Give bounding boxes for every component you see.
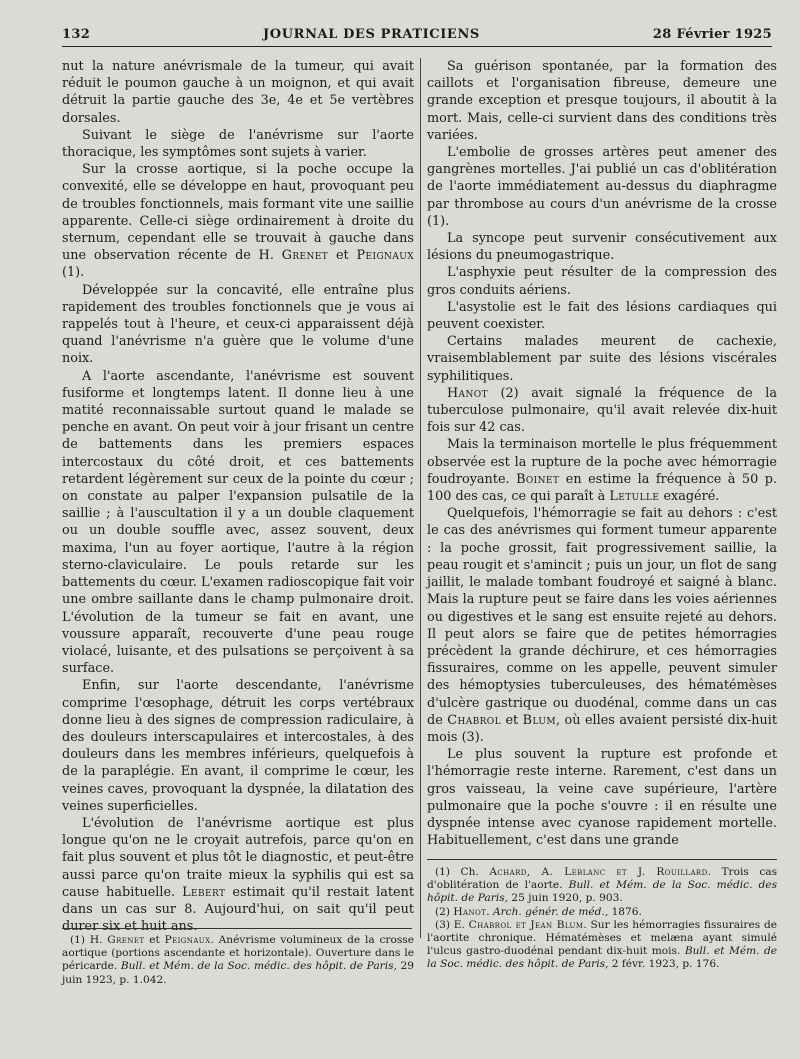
paragraph: Enfin, sur l'aorte descendante, l'anévrisme comprime l'œsophage, détruit les corps vertébraux donne lieu à des signes de compression radiculaire, à des douleurs interscapulaires et intercostales, à des douleurs dans les membres inférieurs, quelquefois à de la paraplégie. En avant, il comprime le cœur, les veines caves, provoquant la dyspnée, la dilatation des veines superficielles. bbox=[62, 678, 414, 814]
page-number: 132 bbox=[62, 26, 91, 42]
paragraph: Suivant le siège de l'anévrisme sur l'aorte thoracique, les symptômes sont sujets à varier. bbox=[62, 127, 414, 161]
paragraph: L'asystolie est le fait des lésions cardiaques qui peuvent coexister. bbox=[427, 299, 777, 333]
paragraph: Sur la crosse aortique, si la poche occupe la convexité, elle se développe en haut, provoquant peu de troubles fonctionnels, mais formant vite une saillie apparente. Celle-ci siège ordinairement à droite du sternum, cependant elle se trouvait à gauche dans une observation récente de H. Grenet et Peignaux (1). bbox=[62, 162, 415, 281]
footnotes-right bbox=[427, 866, 777, 972]
paragraph: Mais la terminaison mortelle le plus fréquemment observée est la rupture de la poche avec hémorragie foudroyante. Boinet en estime la fréquence à 50 p. 100 des cas, ce qui paraît à Letulle exagéré. bbox=[427, 437, 777, 505]
paragraph: Certains malades meurent de cachexie, vraisemblablement par suite des lésions viscérales syphilitiques. bbox=[427, 334, 777, 384]
footnote: (3) E. Chabrol et Jean Blum. Sur les hémorragies fissuraires de l'aortite chronique. Hématémèses et melæna ayant simulé l'ulcus gastro-duodénal pendant dix-huit mois. Bull. et Mém. de la Soc. médic. des hôpit. de Paris, 2 févr. 1923, p. 176. bbox=[427, 918, 778, 971]
paragraph: Hanot (2) avait signalé la fréquence de la tuberculose pulmonaire, qu'il avait relevée dix-huit fois sur 42 cas. bbox=[427, 385, 777, 436]
paragraph: A l'aorte ascendante, l'anévrisme est souvent fusiforme et longtemps latent. Il donne lieu à une matité reconnaissable surtout quand le malade se penche en avant. On peut voir à jour frisant un centre de battements dans les premiers espaces intercostaux du côté droit, et ces battements retardent légèrement sur ceux de la pointe du cœur ; on constate au palper l'expansion pulsatile de la saillie ; à l'auscultation il y a un double claquement ou un double souffle avec, assez souvent, deux maxima, l'un au foyer aortique, l'autre à la région sterno-claviculaire. Le pouls retarde sur les battements du cœur. L'examen radioscopique fait voir une ombre saillante dans le champ pulmonaire droit. L'évolution de la tumeur se fait en avant, une voussure apparaît, recouverte d'une peau rouge violacé, luisante, et des pulsations se perçoivent à sa surface. bbox=[62, 368, 414, 677]
paragraph: La syncope peut survenir consécutivement aux lésions du pneumogastrique. bbox=[427, 231, 777, 264]
author-name: Chabrol bbox=[447, 712, 501, 728]
paragraph: Développée sur la concavité, elle entraîne plus rapidement des troubles fonctionnels que je vous ai rappelés tout à l'heure, et ceux-ci apparaissent déjà quand l'anévrisme n'a guère que le volume d'une noix. bbox=[62, 282, 414, 367]
paragraph: nut la nature anévrismale de la tumeur, qui avait réduit le poumon gauche à un moignon, et qui avait détruit la partie gauche des 3e, 4e et 5e vertèbres dorsales. bbox=[62, 59, 414, 126]
footnote: (1) H. Grenet et Peignaux. Anévrisme volumineux de la crosse aortique (portions ascendante et horizontale). Ouverture dans le péricarde. Bull. et Mém. de la Soc. médic. des hôpit. de Paris, 29 juin 1923, p. 1.042. bbox=[62, 934, 415, 986]
author-name: Peignaux bbox=[356, 248, 415, 264]
footnote: (2) Hanot. Arch. génér. de méd., 1876. bbox=[435, 905, 642, 918]
paragraph: Le plus souvent la rupture est profonde et l'hémorragie reste interne. Rarement, c'est dans un gros vaisseau, la veine cave supérieure, l'artère pulmonaire que la poche s'ouvre : il en résulte une dyspnée intense avec cyanose rapidement mortelle. Habituellement, c'est dans une grande bbox=[427, 747, 777, 849]
paragraph: Sa guérison spontanée, par la formation des caillots et l'organisation fibreuse, demeure une grande exception et presque toujours, il aboutit à la mort. Mais, celle-ci survient dans des conditions très variées. bbox=[427, 59, 777, 143]
author-name: Blum bbox=[522, 712, 556, 728]
running-header bbox=[62, 22, 772, 46]
author-name: Boinet bbox=[516, 471, 560, 487]
header-rule bbox=[62, 46, 772, 47]
footnotes-left bbox=[62, 934, 414, 987]
footnote: (1) Ch. Achard, A. Leblanc et J. Rouillard. Trois cas d'oblitération de l'aorte. Bull. et Mém. de la Soc. médic. des hôpit. de Paris, 25 juin 1920, p. 903. bbox=[427, 866, 778, 905]
paragraph: Quelquefois, l'hémorragie se fait au dehors : c'est le cas des anévrismes qui forment tumeur apparente : la poche grossit, fait progressivement saillie, la peau rougit et s'amincit ; puis un jour, un flot de sang jaillit, le malade tombant foudroyé et saigné à blanc. Mais la rupture peut se faire dans les voies aériennes ou digestives et le sang est ensuite rejeté au dehors. Il peut alors se faire que de petites hémorragies précèdent la grande déchirure, et ces hémorragies fissuraires, comme on les appelle, peuvent simuler des hémoptysies tuberculeuses, des hématémèses d'ulcère gastrique ou duodénal, comme dans un cas de Chabrol et Blum, où elles avaient persisté dix-huit mois (3). bbox=[427, 506, 778, 745]
column-divider bbox=[420, 58, 421, 938]
author-name: Letulle bbox=[609, 489, 660, 505]
left-column bbox=[62, 58, 415, 935]
paragraph: L'évolution de l'anévrisme aortique est plus longue qu'on ne le croyait autrefois, parce qu'on en fait plus souvent et plus tôt le diagnostic, et peut-être aussi parce qu'on traite mieux la syphilis qui est sa cause habituelle. Lebert estimait qu'il restait latent dans un cas sur 8. Aujourd'hui, on sait qu'il peut durer six et huit ans. bbox=[62, 815, 414, 935]
author-name: Hanot bbox=[447, 385, 488, 401]
right-column bbox=[427, 58, 777, 848]
paragraph: L'asphyxie peut résulter de la compression des gros conduits aériens. bbox=[427, 265, 777, 298]
author-name: Lebert bbox=[182, 884, 226, 900]
journal-title: JOURNAL DES PRATICIENS bbox=[263, 26, 480, 42]
author-name: Grenet bbox=[281, 248, 329, 264]
paragraph: L'embolie de grosses artères peut amener des gangrènes mortelles. J'ai publié un cas d'oblitération de l'aorte immédiatement au-dessus du diaphragme par thrombose au cours d'un anévrisme de la crosse (1). bbox=[427, 145, 777, 229]
footnote-rule bbox=[62, 928, 412, 929]
footnote-rule bbox=[427, 859, 777, 860]
issue-date: 28 Février 1925 bbox=[652, 26, 772, 42]
